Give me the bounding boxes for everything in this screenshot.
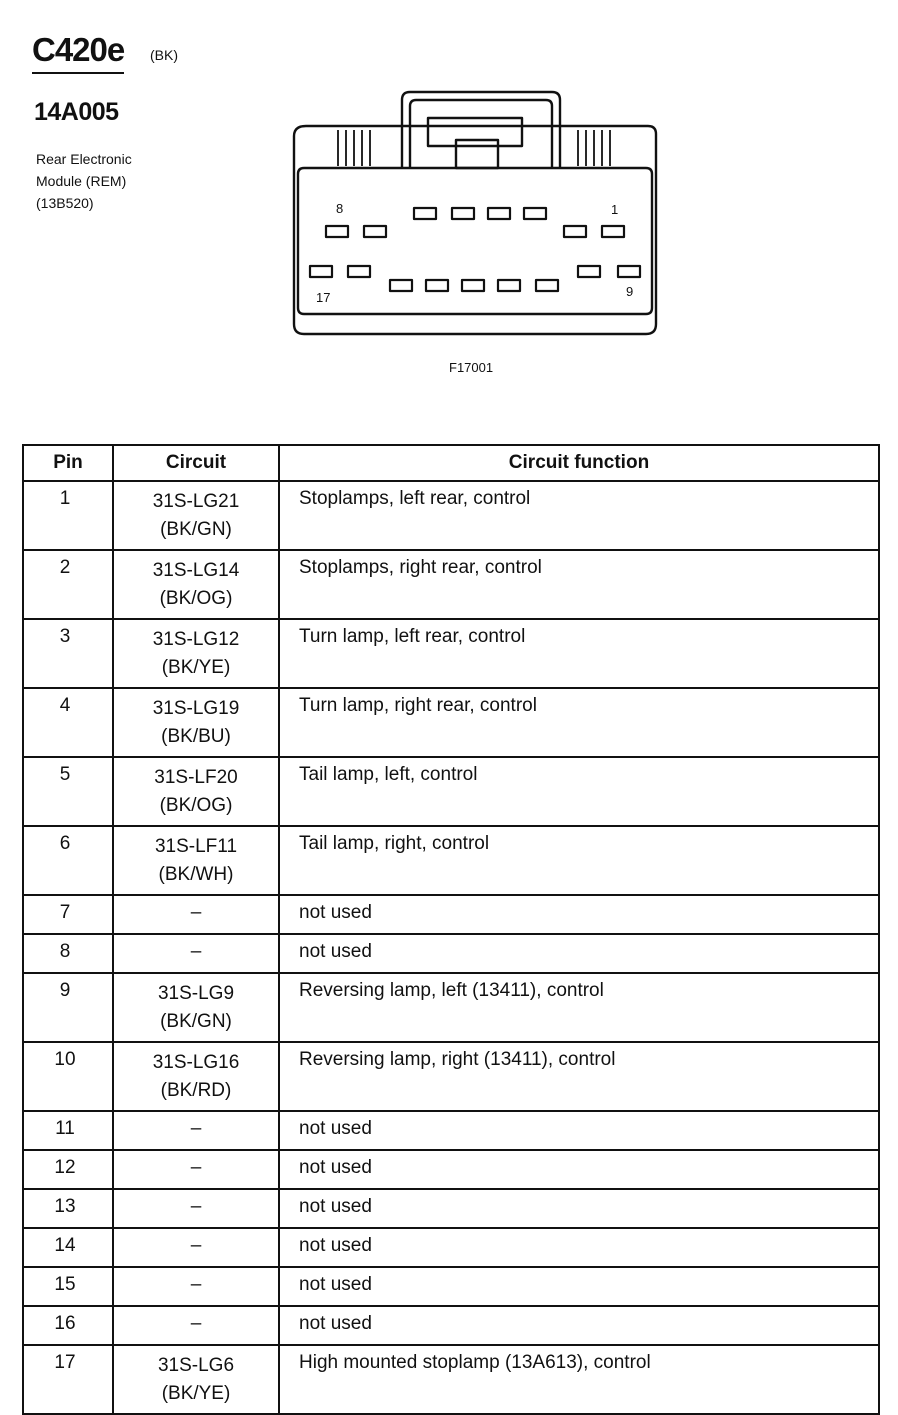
module-description-line: (13B520) xyxy=(36,195,94,211)
table-row xyxy=(23,1306,879,1345)
terminal-3 xyxy=(524,208,546,219)
terminal-1 xyxy=(602,226,624,237)
terminal-7 xyxy=(364,226,386,237)
circuit-cell xyxy=(113,688,279,757)
circuit-cell xyxy=(113,550,279,619)
part-number: 14A005 xyxy=(34,98,119,126)
circuit-code: 31S-LG9 xyxy=(157,983,235,1004)
circuit-function: Turn lamp, right rear, control xyxy=(279,688,879,757)
pin-number: 7 xyxy=(23,895,113,934)
table-row xyxy=(23,973,879,1042)
pin-label-9: 9 xyxy=(626,284,634,299)
circuit-cell xyxy=(113,619,279,688)
header-circuit: Circuit xyxy=(113,445,279,481)
module-description-line: Rear Electronic xyxy=(36,151,132,167)
terminal-14 xyxy=(426,280,448,291)
pinout-table-header xyxy=(23,445,879,481)
wire-color: (BK/YE) xyxy=(161,1383,231,1404)
circuit-code: – xyxy=(113,1228,279,1267)
pin-number: 15 xyxy=(23,1267,113,1306)
circuit-function: Tail lamp, left, control xyxy=(279,757,879,826)
header-pin: Pin xyxy=(23,445,113,481)
table-row xyxy=(23,688,879,757)
circuit-code: – xyxy=(113,1189,279,1228)
wire-color: (BK/YE) xyxy=(161,657,231,678)
circuit-code: 31S-LG6 xyxy=(157,1355,235,1376)
connector-face-drawing xyxy=(286,86,666,342)
pin-number: 3 xyxy=(23,619,113,688)
pin-number: 6 xyxy=(23,826,113,895)
pin-number: 11 xyxy=(23,1111,113,1150)
circuit-function: Turn lamp, left rear, control xyxy=(279,619,879,688)
circuit-function: Reversing lamp, left (13411), control xyxy=(279,973,879,1042)
wire-color: (BK/GN) xyxy=(160,1011,232,1032)
header-circuit-function: Circuit function xyxy=(279,445,879,481)
pin-label-8: 8 xyxy=(336,201,344,216)
circuit-code: – xyxy=(113,895,279,934)
circuit-function: Reversing lamp, right (13411), control xyxy=(279,1042,879,1111)
circuit-code: 31S-LG16 xyxy=(152,1052,240,1073)
circuit-function: Stoplamps, left rear, control xyxy=(279,481,879,550)
circuit-function: not used xyxy=(279,1150,879,1189)
table-row xyxy=(23,1189,879,1228)
pin-number: 9 xyxy=(23,973,113,1042)
pin-label-1: 1 xyxy=(611,202,619,217)
terminal-4 xyxy=(488,208,510,219)
pin-number: 16 xyxy=(23,1306,113,1345)
pin-number: 12 xyxy=(23,1150,113,1189)
circuit-code: – xyxy=(113,1111,279,1150)
table-row xyxy=(23,619,879,688)
circuit-function: not used xyxy=(279,895,879,934)
table-row xyxy=(23,1345,879,1414)
pin-number: 13 xyxy=(23,1189,113,1228)
circuit-code: – xyxy=(113,1267,279,1306)
terminal-6 xyxy=(414,208,436,219)
wire-color: (BK/BU) xyxy=(161,726,231,747)
pin-number: 2 xyxy=(23,550,113,619)
pin-number: 14 xyxy=(23,1228,113,1267)
circuit-function: not used xyxy=(279,934,879,973)
terminal-9 xyxy=(618,266,640,277)
connector-id: C420e xyxy=(32,30,124,74)
terminal-10 xyxy=(578,266,600,277)
terminal-11 xyxy=(536,280,558,291)
circuit-code: 31S-LG12 xyxy=(152,629,240,650)
connector-color: (BK) xyxy=(150,47,178,63)
connector-latch-tab xyxy=(456,140,498,168)
pin-number: 10 xyxy=(23,1042,113,1111)
circuit-function: not used xyxy=(279,1267,879,1306)
pin-number: 17 xyxy=(23,1345,113,1414)
terminal-13 xyxy=(462,280,484,291)
table-row xyxy=(23,895,879,934)
terminal-row-top xyxy=(326,208,624,237)
circuit-function: High mounted stoplamp (13A613), control xyxy=(279,1345,879,1414)
pinout-table xyxy=(22,444,880,1415)
connector-latch-outer xyxy=(402,92,560,168)
terminal-row-bottom xyxy=(310,266,640,291)
connector-ribs xyxy=(338,130,610,166)
terminal-12 xyxy=(498,280,520,291)
pin-number: 8 xyxy=(23,934,113,973)
circuit-cell xyxy=(113,1345,279,1414)
pin-number: 5 xyxy=(23,757,113,826)
terminal-17 xyxy=(310,266,332,277)
pin-number: 1 xyxy=(23,481,113,550)
terminal-2 xyxy=(564,226,586,237)
table-row xyxy=(23,550,879,619)
wire-color: (BK/OG) xyxy=(159,588,233,609)
circuit-cell xyxy=(113,757,279,826)
terminal-15 xyxy=(390,280,412,291)
table-row xyxy=(23,481,879,550)
circuit-function: not used xyxy=(279,1228,879,1267)
wire-color: (BK/WH) xyxy=(158,864,234,885)
circuit-cell xyxy=(113,481,279,550)
wire-color: (BK/RD) xyxy=(160,1080,232,1101)
module-description-line: Module (REM) xyxy=(36,173,127,189)
table-row xyxy=(23,934,879,973)
wire-color: (BK/OG) xyxy=(159,795,233,816)
pin-label-17: 17 xyxy=(316,290,331,305)
pin-number: 4 xyxy=(23,688,113,757)
circuit-function: not used xyxy=(279,1111,879,1150)
circuit-code: – xyxy=(113,934,279,973)
circuit-code: 31S-LF11 xyxy=(154,836,238,857)
circuit-cell xyxy=(113,826,279,895)
circuit-function: not used xyxy=(279,1306,879,1345)
circuit-function: Tail lamp, right, control xyxy=(279,826,879,895)
figure-reference: F17001 xyxy=(449,360,494,375)
circuit-function: Stoplamps, right rear, control xyxy=(279,550,879,619)
table-row xyxy=(23,1228,879,1267)
circuit-code: 31S-LG21 xyxy=(152,491,240,512)
circuit-code: 31S-LG14 xyxy=(152,560,240,581)
circuit-code: 31S-LF20 xyxy=(154,767,238,788)
connector-face-outline xyxy=(298,168,652,314)
connector-latch-inner xyxy=(410,100,552,168)
table-row xyxy=(23,1150,879,1189)
module-description xyxy=(36,148,132,214)
circuit-code: 31S-LG19 xyxy=(152,698,240,719)
table-row xyxy=(23,826,879,895)
table-row xyxy=(23,1042,879,1111)
terminal-16 xyxy=(348,266,370,277)
circuit-code: – xyxy=(113,1150,279,1189)
table-row xyxy=(23,1111,879,1150)
table-row xyxy=(23,757,879,826)
circuit-function: not used xyxy=(279,1189,879,1228)
terminal-5 xyxy=(452,208,474,219)
table-row xyxy=(23,1267,879,1306)
circuit-code: – xyxy=(113,1306,279,1345)
wire-color: (BK/GN) xyxy=(160,519,232,540)
terminal-8 xyxy=(326,226,348,237)
circuit-cell xyxy=(113,973,279,1042)
connector-latch-window xyxy=(428,118,522,146)
circuit-cell xyxy=(113,1042,279,1111)
connector-diagram xyxy=(286,86,666,342)
